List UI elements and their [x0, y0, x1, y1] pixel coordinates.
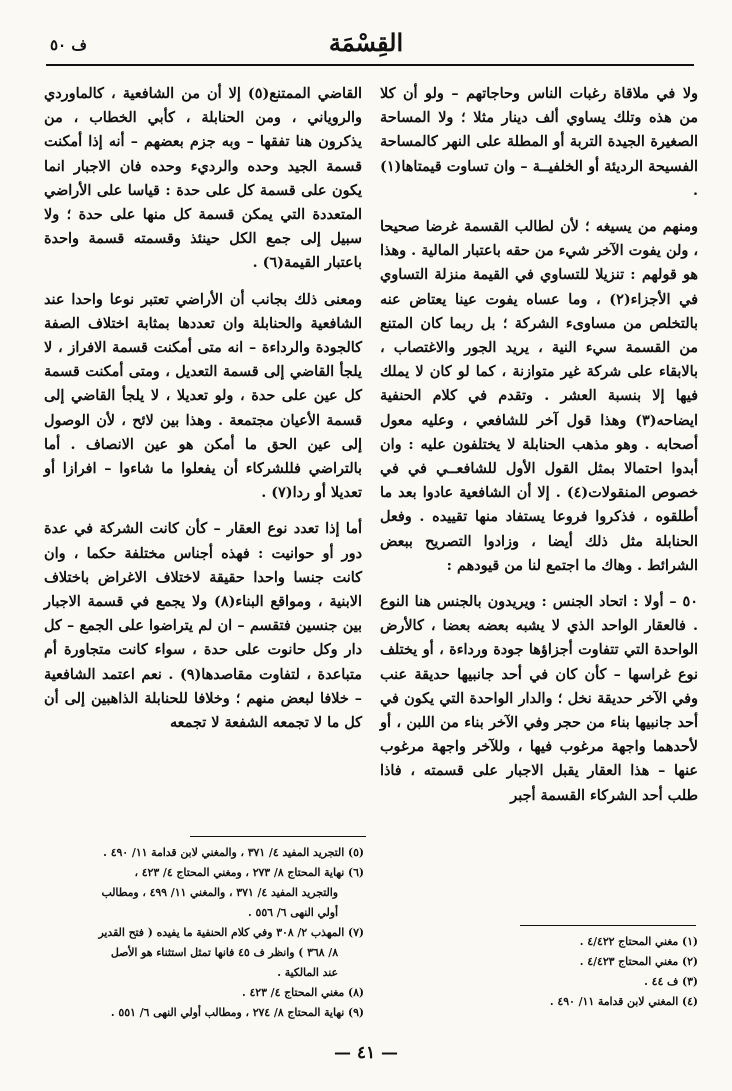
footnotes-right: [380, 932, 698, 1012]
paragraph: القاضي الممتنع(٥) إلا أن من الشافعية ، كالماوردي والروياني ، ومن الحنابلة ، كأبي الخطاب ، من يذكرون هنا تفقها – وبه جزم بعضهم – أنه إذا أمكنت قسمة الجيد وحده والرديء وحده فان الاجبار انما يكون على قسمة كل على حدة : قياسا على الأراضي المتعددة التي يمكن قسمة كل منها على حدة ؛ ولا سبيل إلى جمع الكل حينئذ وقسمته قسمة واحدة باعتبار القيمة(٦) .: [44, 85, 362, 272]
footnote-rule: [520, 925, 696, 926]
footnote: (٤) المغني لابن قدامة ١١/ ٤٩٠ .: [549, 995, 698, 1008]
footnote: (٥) التجريد المفيد ٤/ ٣٧١ ، والمغني لابن قدامة ١١/ ٤٩٠ .: [103, 846, 364, 859]
header-rule: [46, 64, 694, 66]
footnote: (٢) مغني المحتاج ٤/٤٢٣ .: [579, 955, 698, 968]
footnote: (٩) نهاية المحتاج ٨/ ٢٧٤ ، ومطالب أولي النهى ٦/ ٥٥١ .: [110, 1006, 364, 1019]
left-column: [44, 82, 362, 824]
footnote: (٦) نهاية المحتاج ٨/ ٢٧٣ ، ومغني المحتاج ٤/ ٤٢٣ ،: [134, 866, 364, 879]
running-title: القِسْمَة: [328, 28, 404, 57]
footnote: (١) مغني المحتاج ٤/٤٢٢ .: [579, 935, 698, 948]
paragraph-reference: ف ٥٠: [50, 36, 87, 54]
paragraph: ومعنى ذلك بجانب أن الأراضي تعتبر نوعا واحدا عند الشافعية والحنابلة وان تعددها بمثابة اختلاف الصفة كالجودة والرداءة – انه متى أمكنت قسمة الافراز ، لا يلجأ القاضي إلى قسمة التعديل ، ومتى أمكنت قسمة كل عين على حدة ، ولو تعديلا ، لا يلجأ القاضي إلى قسمة الأعيان مجتمعة . وهذا بين لائح ، لأن الوصول إلى عين الحق ما أمكن هو عين الانصاف . أما بالتراضي فللشركاء أن يفعلوا ما شاءوا – افرازا أو تعديلا أو ردا(٧) .: [44, 290, 362, 502]
footnote-continuation: أولي النهى ٦/ ٥٥٦ .: [248, 906, 338, 919]
right-column: [380, 82, 698, 890]
footnote: (٧) المهذب ٢/ ٣٠٨ وفي كلام الحنفية ما يفيده ( فتح القدير: [98, 926, 364, 939]
paragraph: أما إذا تعدد نوع العقار – كأن كانت الشركة في عدة دور أو حوانيت : فهذه أجناس مختلفة حكما ، وان كانت جنسا واحدا حقيقة لاختلاف الاغراض باختلاف الابنية ، ومواقع البناء(٨) ولا يجمع في قسمة الاجبار بين جنسين فتقسم – ان لم يتراضوا على الجمع – كل دار وكل حانوت على حدة ، سواء كانت متجاورة أم متباعدة ، لتفاوت مقاصدها(٩) . نعم اعتمد الشافعية – خلافا لبعض منهم ؛ وخلافا للحنابلة الذاهبين إلى أن كل ما لا تجمعه الشفعة لا تجمعه: [44, 520, 362, 732]
footnote: (٣) ف ٤٤ .: [644, 975, 698, 988]
footnote-continuation: والتجريد المفيد ٤/ ٣٧١ ، والمغني ١١/ ٤٩٩ ، ومطالب: [101, 886, 338, 899]
footnote: (٨) مغني المحتاج ٤/ ٤٢٣ .: [241, 986, 364, 999]
paragraph: ولا في ملاقاة رغبات الناس وحاجاتهم – ولو أن كلا من هذه وتلك يساوي ألف دينار مثلا ؛ ولا المساحة الصغيرة الجيدة التربة أو المطلة على النهر كالمساحة الفسيحة الرديئة أو الخلفيــة – وان تساوت قيمتاها(١) .: [380, 85, 698, 199]
footnotes-left: [44, 843, 364, 1023]
page-number: — ٤١ —: [333, 1043, 399, 1063]
section-paragraph-50: ٥٠ – أولا : اتحاد الجنس : ويريدون بالجنس هنا النوع . فالعقار الواحد الذي لا يشبه بعضه بعضا ، كالأرض الواحدة التي تتفاوت أجزاؤها جودة ورداءة ، أو يختلف نوع غراسها – كأن كان في أحد جانبيها حديقة عنب وفي الآخر حديقة نخل ؛ والدار الواحدة التي يكون في أحد جانبيها بناء من حجر وفي الآخر بناء من اللبن ، أو لأحدهما واجهة مرغوب فيها ، وللآخر واجهة مرغوب عنها – هذا العقار يقبل الاجبار على قسمته ، فاذا طلب أحد الشركاء القسمة أجبر: [380, 593, 698, 804]
footnote-continuation: عند المالكية .: [277, 966, 338, 979]
paragraph: ومنهم من يسيغه ؛ لأن لطالب القسمة غرضا صحيحا ، ولن يفوت الآخر شيء من حقه باعتبار المالية . وهذا هو قولهم : تنزيلا للتساوي في القيمة منزلة التساوي في الأجزاء(٢) ، وما عساه يفوت عينا يعتاض عنه بالتخلص من مساوىء الشركة ؛ بل ربما كان المتنع من القسمة سيء النية ، يريد الجور والاغتصاب ، بالابقاء على شركة غير متوازنة ، كما لو كان لا يملك فيها إلا بنسبة العشر . وتقدم في كلام الحنفية ايضاحه(٣) وهذا قول آخر للشافعي ، وعليه معول أصحابه . وهو مذهب الحنابلة لا يختلفون عليه : وان أبدوا احتمالا بمثل القول الأول للشافعــي في في خصوص المنقولات(٤) . إلا أن الشافعية عادوا بعد ما أطلقوه ، فذكروا فروعا يستفاد منها تقييده . وفعل الحنابلة مثل ذلك أيضا ، وزادوا التصريح ببعض الشرائط . وهاك ما اجتمع لنا من قيودهم :: [380, 218, 698, 574]
footnote-continuation: ٨/ ٣٦٨ ) وانظر ف ٤٥ فانها تمثل استثناء هو الأصل: [110, 946, 338, 959]
footnote-rule: [190, 836, 366, 837]
